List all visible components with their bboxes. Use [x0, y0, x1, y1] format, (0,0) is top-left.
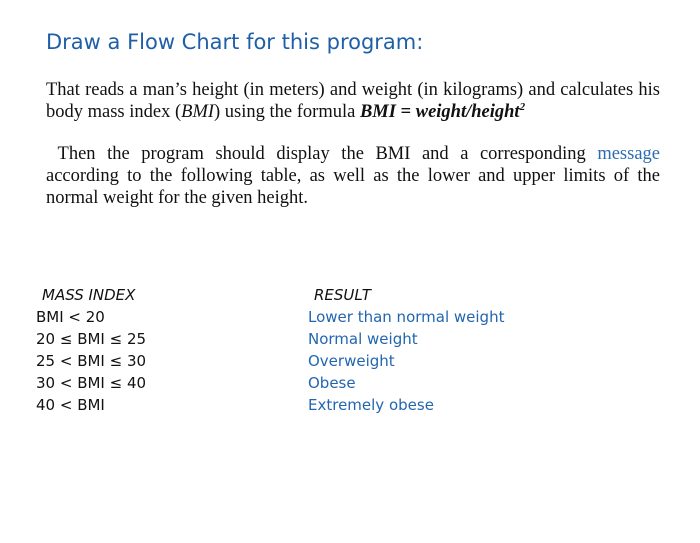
formula-lhs: BMI	[359, 102, 396, 122]
table-row-result: Overweight	[308, 352, 395, 370]
formula-rhs: weight/height	[415, 102, 520, 122]
bmi-abbrev: BMI	[181, 102, 215, 122]
table-row-result: Extremely obese	[308, 396, 434, 414]
table-row-result: Obese	[308, 374, 356, 392]
page-title: Draw a Flow Chart for this program:	[46, 30, 424, 54]
table-row-range: 40 < BMI	[36, 396, 105, 414]
table-row-range: 20 ≤ BMI ≤ 25	[36, 330, 147, 348]
mass-index-header: MASS INDEX	[42, 286, 136, 304]
instructions-after: according to the following table, as well as the lower and upper limits of the normal weight for the given height.	[46, 166, 660, 208]
problem-description	[46, 79, 660, 123]
message-highlight: message	[597, 144, 661, 164]
table-row-range: BMI < 20	[36, 308, 105, 326]
bmi-formula	[360, 102, 525, 122]
result-column	[308, 284, 504, 416]
instructions-before: Then the program should display the BMI and a corresponding	[57, 144, 598, 164]
table-row-result: Lower than normal weight	[308, 308, 505, 326]
mass-index-column	[36, 284, 146, 416]
display-instructions	[46, 143, 660, 209]
description-text: That reads a man’s height (in meters) and weight (in kilograms) and calculates his body mass index (	[46, 80, 660, 122]
formula-eq: =	[395, 102, 416, 122]
formula-exponent: 2	[519, 100, 526, 113]
result-header: RESULT	[314, 286, 371, 304]
table-row-range: 25 < BMI ≤ 30	[36, 352, 147, 370]
table-row-range: 30 < BMI ≤ 40	[36, 374, 147, 392]
table-row-result: Normal weight	[308, 330, 418, 348]
description-text-after: ) using the formula	[214, 102, 360, 122]
